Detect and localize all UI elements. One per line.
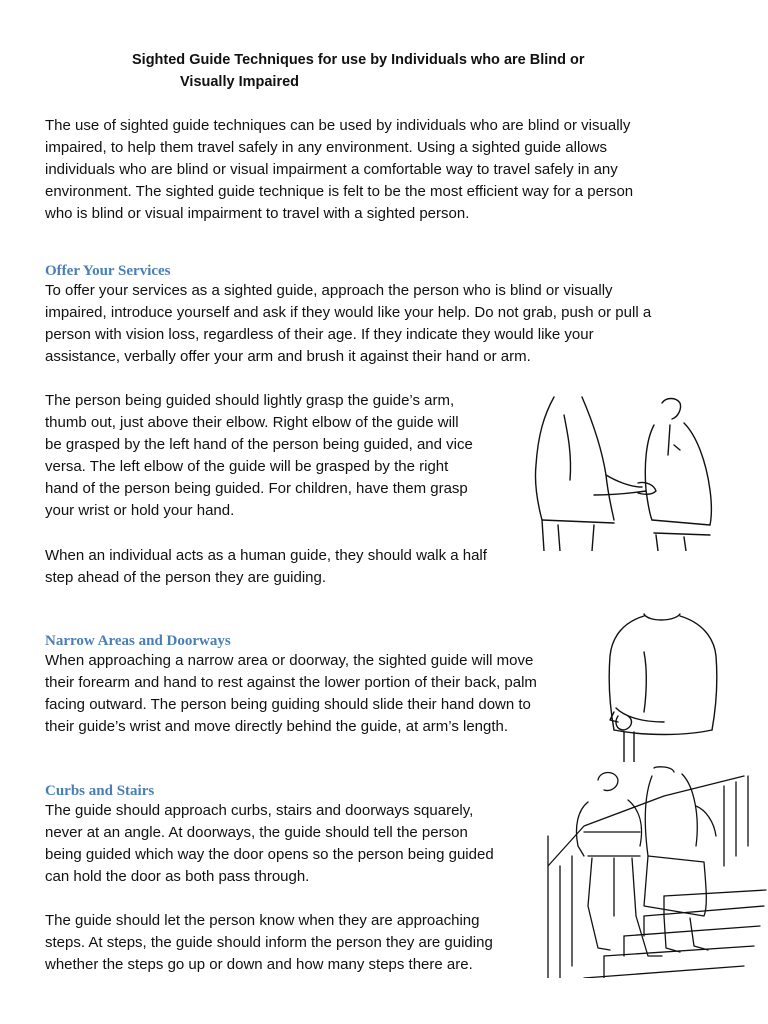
text-line: step ahead of the person they are guiding. [45,569,327,586]
text-line: who is blind or visual impairment to travel with a sighted person. [45,205,470,222]
text-line: their forearm and hand to rest against the lower portion of their back, palm [45,674,537,691]
curbs-paragraph-1 [45,800,494,888]
offer-paragraph-1 [45,280,651,368]
text-line: When an individual acts as a human guide, they should walk a half [45,547,487,564]
text-line: The guide should approach curbs, stairs and doorways squarely, [45,802,474,819]
curbs-paragraph-2 [45,910,493,976]
offer-paragraph-3 [45,545,487,589]
text-line: be grasped by the left hand of the person being guided, and vice [45,436,473,453]
text-line: being guided which way the door opens so the person being guided [45,846,494,863]
narrow-paragraph-1 [45,650,537,738]
text-line: person with vision loss, regardless of their age. If they indicate they would like your [45,326,594,343]
heading-offer-services: Offer Your Services [45,263,171,279]
text-line: steps. At steps, the guide should inform the person they are guiding [45,934,493,951]
text-line: To offer your services as a sighted guide, approach the person who is blind or visually [45,282,613,299]
text-line: The guide should let the person know when they are approaching [45,912,480,929]
illustration-descending-stairs [544,766,768,978]
text-line: assistance, verbally offer your arm and brush it against their hand or arm. [45,348,531,365]
heading-curbs-stairs: Curbs and Stairs [45,783,155,799]
text-line: impaired, to help them travel safely in any environment. Using a sighted guide allows [45,139,607,156]
text-line: impaired, introduce yourself and ask if they would like your help. Do not grab, push or pull a [45,304,652,321]
text-line: The use of sighted guide techniques can be used by individuals who are blind or visually [45,117,631,134]
text-line: thumb out, just above their elbow. Right elbow of the guide will [45,414,459,431]
text-line: hand of the person being guided. For children, have them grasp [45,480,468,497]
text-line: versa. The left elbow of the guide will be grasped by the right [45,458,449,475]
text-line: individuals who are blind or visual impairment a comfortable way to travel safely in any [45,161,618,178]
intro-paragraph [45,115,633,225]
text-line: their guide’s wrist and move directly behind the guide, at arm’s length. [45,718,509,735]
text-line: environment. The sighted guide technique is felt to be the most efficient way for a person [45,183,634,200]
title-line-1: Sighted Guide Techniques for use by Individuals who are Blind or [132,52,585,68]
illustration-hand-behind-back [604,612,724,762]
title-line-2: Visually Impaired [180,74,300,90]
offer-paragraph-2 [45,390,473,522]
text-line: your wrist or hold your hand. [45,502,235,519]
text-line: whether the steps go up or down and how many steps there are. [45,956,473,973]
illustration-arm-grasp [534,395,714,551]
heading-narrow-areas: Narrow Areas and Doorways [45,633,231,649]
text-line: When approaching a narrow area or doorway, the sighted guide will move [45,652,534,669]
text-line: never at an angle. At doorways, the guide should tell the person [45,824,468,841]
text-line: can hold the door as both pass through. [45,868,310,885]
text-line: facing outward. The person being guiding should slide their hand down to [45,696,531,713]
text-line: The person being guided should lightly grasp the guide’s arm, [45,392,455,409]
